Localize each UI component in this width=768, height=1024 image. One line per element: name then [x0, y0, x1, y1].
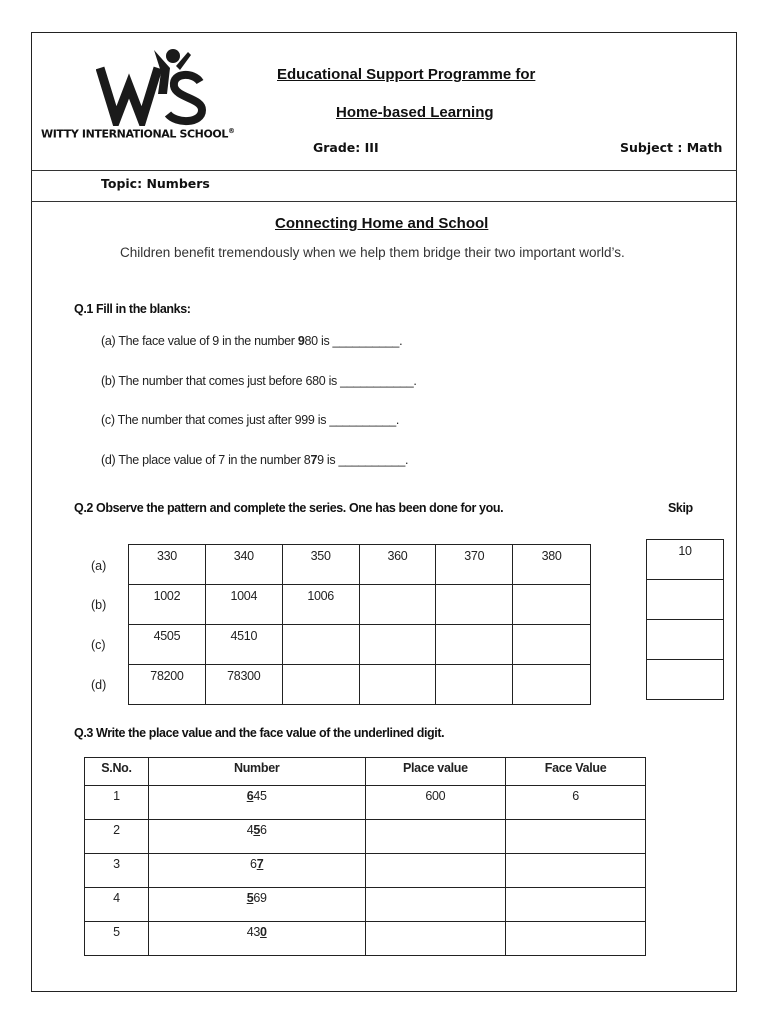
series-row: [129, 625, 591, 665]
place-value-input-cell[interactable]: [365, 820, 506, 854]
number-pre: 4: [246, 823, 254, 837]
underlined-digit: 7: [256, 857, 264, 871]
face-value-input-cell[interactable]: [506, 922, 646, 956]
series-input-cell[interactable]: [359, 585, 436, 625]
q1-item-d-post: 9 is __________.: [317, 453, 409, 467]
sno-cell: 1: [85, 786, 149, 820]
q1-item-a-pre: (a) The face value of 9 in the number: [101, 334, 298, 348]
series-table: [128, 544, 591, 705]
series-cell: 4505: [129, 625, 206, 665]
series-cell: 1004: [205, 585, 282, 625]
q1-item-a-bold: 9: [297, 334, 305, 348]
series-label-b: (b): [91, 598, 107, 612]
logo-w-mark: [100, 68, 158, 120]
series-cell: 380: [513, 545, 591, 585]
table-header-row: [85, 758, 646, 786]
table-row: [85, 888, 646, 922]
header-divider: [31, 170, 737, 171]
intro-heading: Connecting Home and School: [275, 215, 489, 232]
underlined-digit: 5: [246, 891, 254, 905]
q1-item-d-pre: (d) The place value of 7 in the number 8: [101, 453, 311, 467]
series-input-cell[interactable]: [359, 625, 436, 665]
series-input-cell[interactable]: [359, 665, 436, 705]
sno-cell: 2: [85, 820, 149, 854]
series-input-cell[interactable]: [436, 585, 513, 625]
skip-input-cell[interactable]: [647, 620, 724, 660]
q2-title: Q.2 Observe the pattern and complete the series. One has been done for you.: [74, 501, 504, 515]
intro-text: Children benefit tremendously when we help them bridge their two important world’s.: [120, 245, 625, 260]
series-input-cell[interactable]: [513, 625, 591, 665]
number-cell: [148, 922, 365, 956]
number-cell: [148, 888, 365, 922]
header-number: Number: [148, 758, 365, 786]
skip-input-cell[interactable]: [647, 660, 724, 700]
series-input-cell[interactable]: [282, 665, 359, 705]
skip-cell: 10: [647, 540, 724, 580]
number-pre: 6: [250, 857, 257, 871]
series-input-cell[interactable]: [436, 625, 513, 665]
place-value-cell: 600: [365, 786, 506, 820]
subject-label: Subject : Math: [620, 140, 723, 155]
registered-mark: ®: [227, 127, 235, 135]
face-value-input-cell[interactable]: [506, 820, 646, 854]
series-label-d: (d): [91, 678, 107, 692]
underlined-digit: 5: [253, 823, 261, 837]
place-value-input-cell[interactable]: [365, 888, 506, 922]
sno-cell: 5: [85, 922, 149, 956]
series-cell: 4510: [205, 625, 282, 665]
number-cell: [148, 786, 365, 820]
q3-title: Q.3 Write the place value and the face value of the underlined digit.: [74, 726, 445, 740]
number-post: 6: [260, 823, 267, 837]
number-cell: [148, 854, 365, 888]
header-sno: S.No.: [85, 758, 149, 786]
header-place-value: Place value: [365, 758, 506, 786]
school-name-text: WITTY INTERNATIONAL SCHOOL: [41, 127, 228, 141]
q1-item-c-text: (c) The number that comes just after 999 is __________.: [101, 413, 400, 427]
skip-row: [647, 660, 724, 700]
place-value-input-cell[interactable]: [365, 854, 506, 888]
q1-title: Q.1 Fill in the blanks:: [74, 302, 191, 316]
sno-cell: 4: [85, 888, 149, 922]
skip-table: [646, 539, 724, 700]
face-value-input-cell[interactable]: [506, 888, 646, 922]
table-row: [85, 786, 646, 820]
q1-item-b-text: (b) The number that comes just before 680 is ___________.: [101, 374, 417, 388]
series-input-cell[interactable]: [282, 625, 359, 665]
series-row: [129, 665, 591, 705]
series-cell: 330: [129, 545, 206, 585]
series-cell: 1002: [129, 585, 206, 625]
face-value-cell: 6: [506, 786, 646, 820]
series-cell: 360: [359, 545, 436, 585]
series-input-cell[interactable]: [513, 585, 591, 625]
table-row: [85, 922, 646, 956]
series-cell: 78300: [205, 665, 282, 705]
q1-item-b: [101, 374, 417, 388]
series-label-c: (c): [91, 638, 106, 652]
number-post: 69: [253, 891, 267, 905]
skip-row: [647, 620, 724, 660]
skip-label: Skip: [668, 501, 693, 515]
series-input-cell[interactable]: [513, 665, 591, 705]
title-line1: Educational Support Programme for: [277, 66, 536, 83]
series-row: [129, 585, 591, 625]
place-value-table: [84, 757, 646, 956]
q1-item-a: [101, 334, 402, 348]
school-name: [41, 127, 235, 141]
underlined-digit: 6: [246, 789, 254, 803]
topic-label: Topic: Numbers: [101, 176, 210, 191]
series-row: [129, 545, 591, 585]
topic-divider: [31, 201, 737, 202]
underlined-digit: 0: [260, 925, 267, 939]
grade-label: Grade: III: [313, 140, 379, 155]
skip-row: [647, 580, 724, 620]
sno-cell: 3: [85, 854, 149, 888]
header-face-value: Face Value: [506, 758, 646, 786]
series-cell: 350: [282, 545, 359, 585]
face-value-input-cell[interactable]: [506, 854, 646, 888]
number-post: 45: [253, 789, 267, 803]
q1-item-c: [101, 413, 399, 427]
series-label-a: (a): [91, 559, 107, 573]
q1-item-d-bold: 7: [310, 453, 318, 467]
number-cell: [148, 820, 365, 854]
series-cell: 78200: [129, 665, 206, 705]
number-pre: 43: [246, 925, 261, 939]
series-cell: 370: [436, 545, 513, 585]
q1-item-d: [101, 453, 408, 467]
series-input-cell[interactable]: [436, 665, 513, 705]
school-logo: [96, 46, 208, 126]
table-row: [85, 820, 646, 854]
skip-input-cell[interactable]: [647, 580, 724, 620]
series-cell: 340: [205, 545, 282, 585]
skip-row: [647, 540, 724, 580]
table-row: [85, 854, 646, 888]
q1-item-a-post: 80 is __________.: [304, 334, 403, 348]
title-line2: Home-based Learning: [336, 104, 494, 121]
place-value-input-cell[interactable]: [365, 922, 506, 956]
series-cell: 1006: [282, 585, 359, 625]
logo-s-mark: [168, 75, 202, 121]
